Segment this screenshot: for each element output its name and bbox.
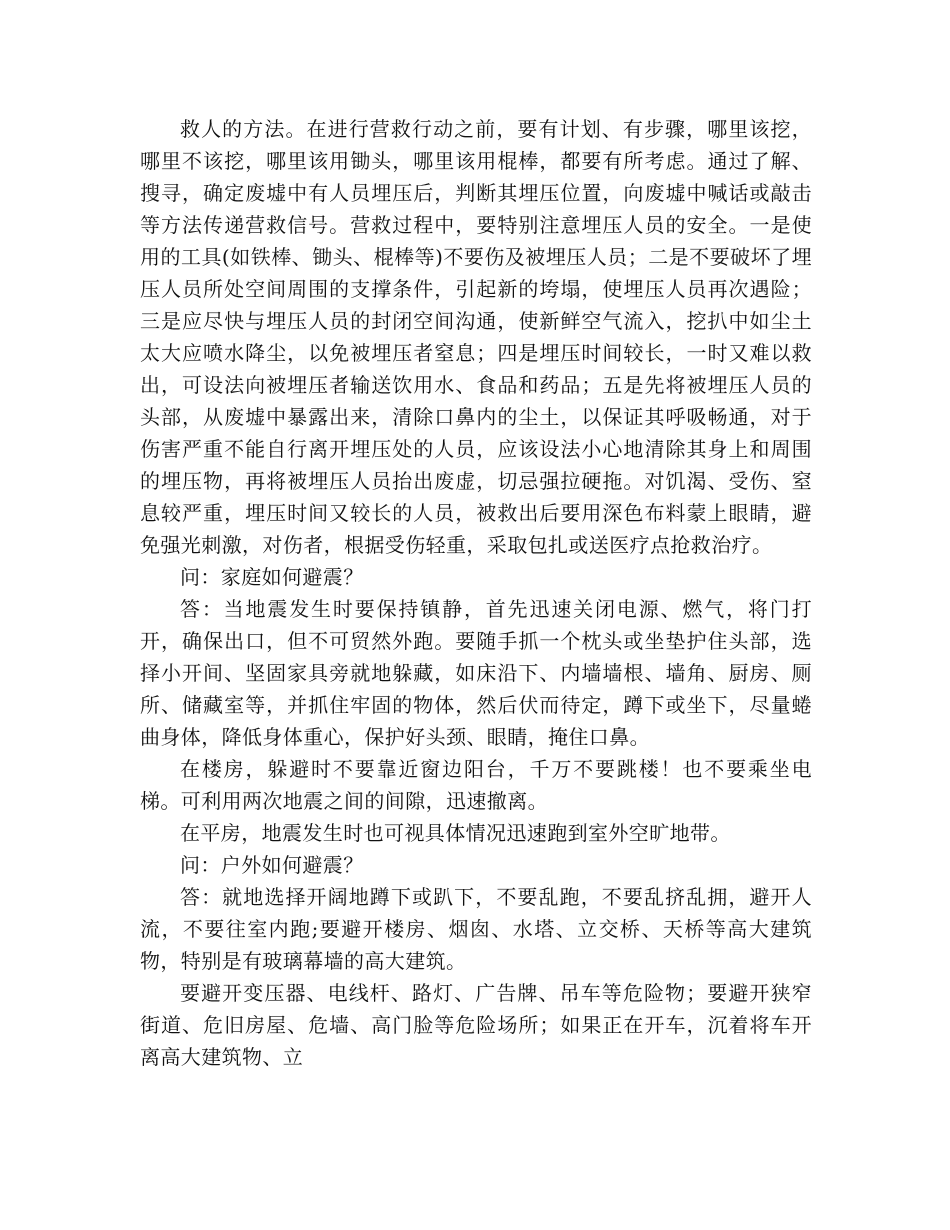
answer-home-earthquake: 答：当地震发生时要保持镇静，首先迅速关闭电源、燃气，将门打开，确保出口，但不可贸然外跑。要随手抓一个枕头或坐垫护住头部，选择小开间、坚固家具旁就地躲藏，如床沿下、内墙墙根、墙角、厨房、厕所、储藏室等，并抓住牢固的物体，然后伏而待定，蹲下或坐下，尽量蜷曲身体，降低身体重心，保护好头颈、眼睛，掩住口鼻。 <box>140 597 812 749</box>
paragraph-rescue-methods: 救人的方法。在进行营救行动之前，要有计划、有步骤，哪里该挖，哪里不该挖，哪里该用锄头，哪里该用棍棒，都要有所考虑。通过了解、搜寻，确定废墟中有人员埋压后，判断其埋压位置，向废墟中喊话或敲击等方法传递营救信号。营救过程中，要特别注意埋压人员的安全。一是使用的工具(如铁棒、锄头、棍棒等)不要伤及被埋压人员；二是不要破坏了埋压人员所处空间周围的支撑条件，引起新的垮塌，使埋压人员再次遇险；三是应尽快与埋压人员的封闭空间沟通，使新鲜空气流入，挖扒中如尘土太大应喷水降尘，以免被埋压者窒息；四是埋压时间较长，一时又难以救出，可设法向被埋压者输送饮用水、食品和药品；五是先将被埋压人员的头部，从废墟中暴露出来，清除口鼻内的尘土，以保证其呼吸畅通，对于伤害严重不能自行离开埋压处的人员，应该设法小心地清除其身上和周围的埋压物，再将被埋压人员抬出废虚，切忌强拉硬拖。对饥渴、受伤、窒息较严重，埋压时间又较长的人员，被救出后要用深色布料蒙上眼睛，避免强光刺激，对伤者，根据受伤轻重，采取包扎或送医疗点抢救治疗。 <box>140 117 812 557</box>
answer-outdoor-earthquake: 答：就地选择开阔地蹲下或趴下，不要乱跑，不要乱挤乱拥，避开人流，不要往室内跑;要避开楼房、烟囱、水塔、立交桥、天桥等高大建筑物，特别是有玻璃幕墙的高大建筑。 <box>140 885 812 973</box>
document-page <box>140 113 812 1073</box>
question-home-earthquake: 问：家庭如何避震？ <box>180 565 364 589</box>
question-outdoor-earthquake: 问：户外如何避震？ <box>180 853 364 877</box>
paragraph-building: 在楼房，躲避时不要靠近窗边阳台，千万不要跳楼！也不要乘坐电梯。可利用两次地震之间的间隙，迅速撤离。 <box>140 757 812 813</box>
paragraph-bungalow: 在平房，地震发生时也可视具体情况迅速跑到室外空旷地带。 <box>180 821 731 845</box>
paragraph-avoid-hazards: 要避开变压器、电线杆、路灯、广告牌、吊车等危险物；要避开狭窄街道、危旧房屋、危墙、高门脸等危险场所；如果正在开车，沉着将车开离高大建筑物、立 <box>140 981 812 1069</box>
